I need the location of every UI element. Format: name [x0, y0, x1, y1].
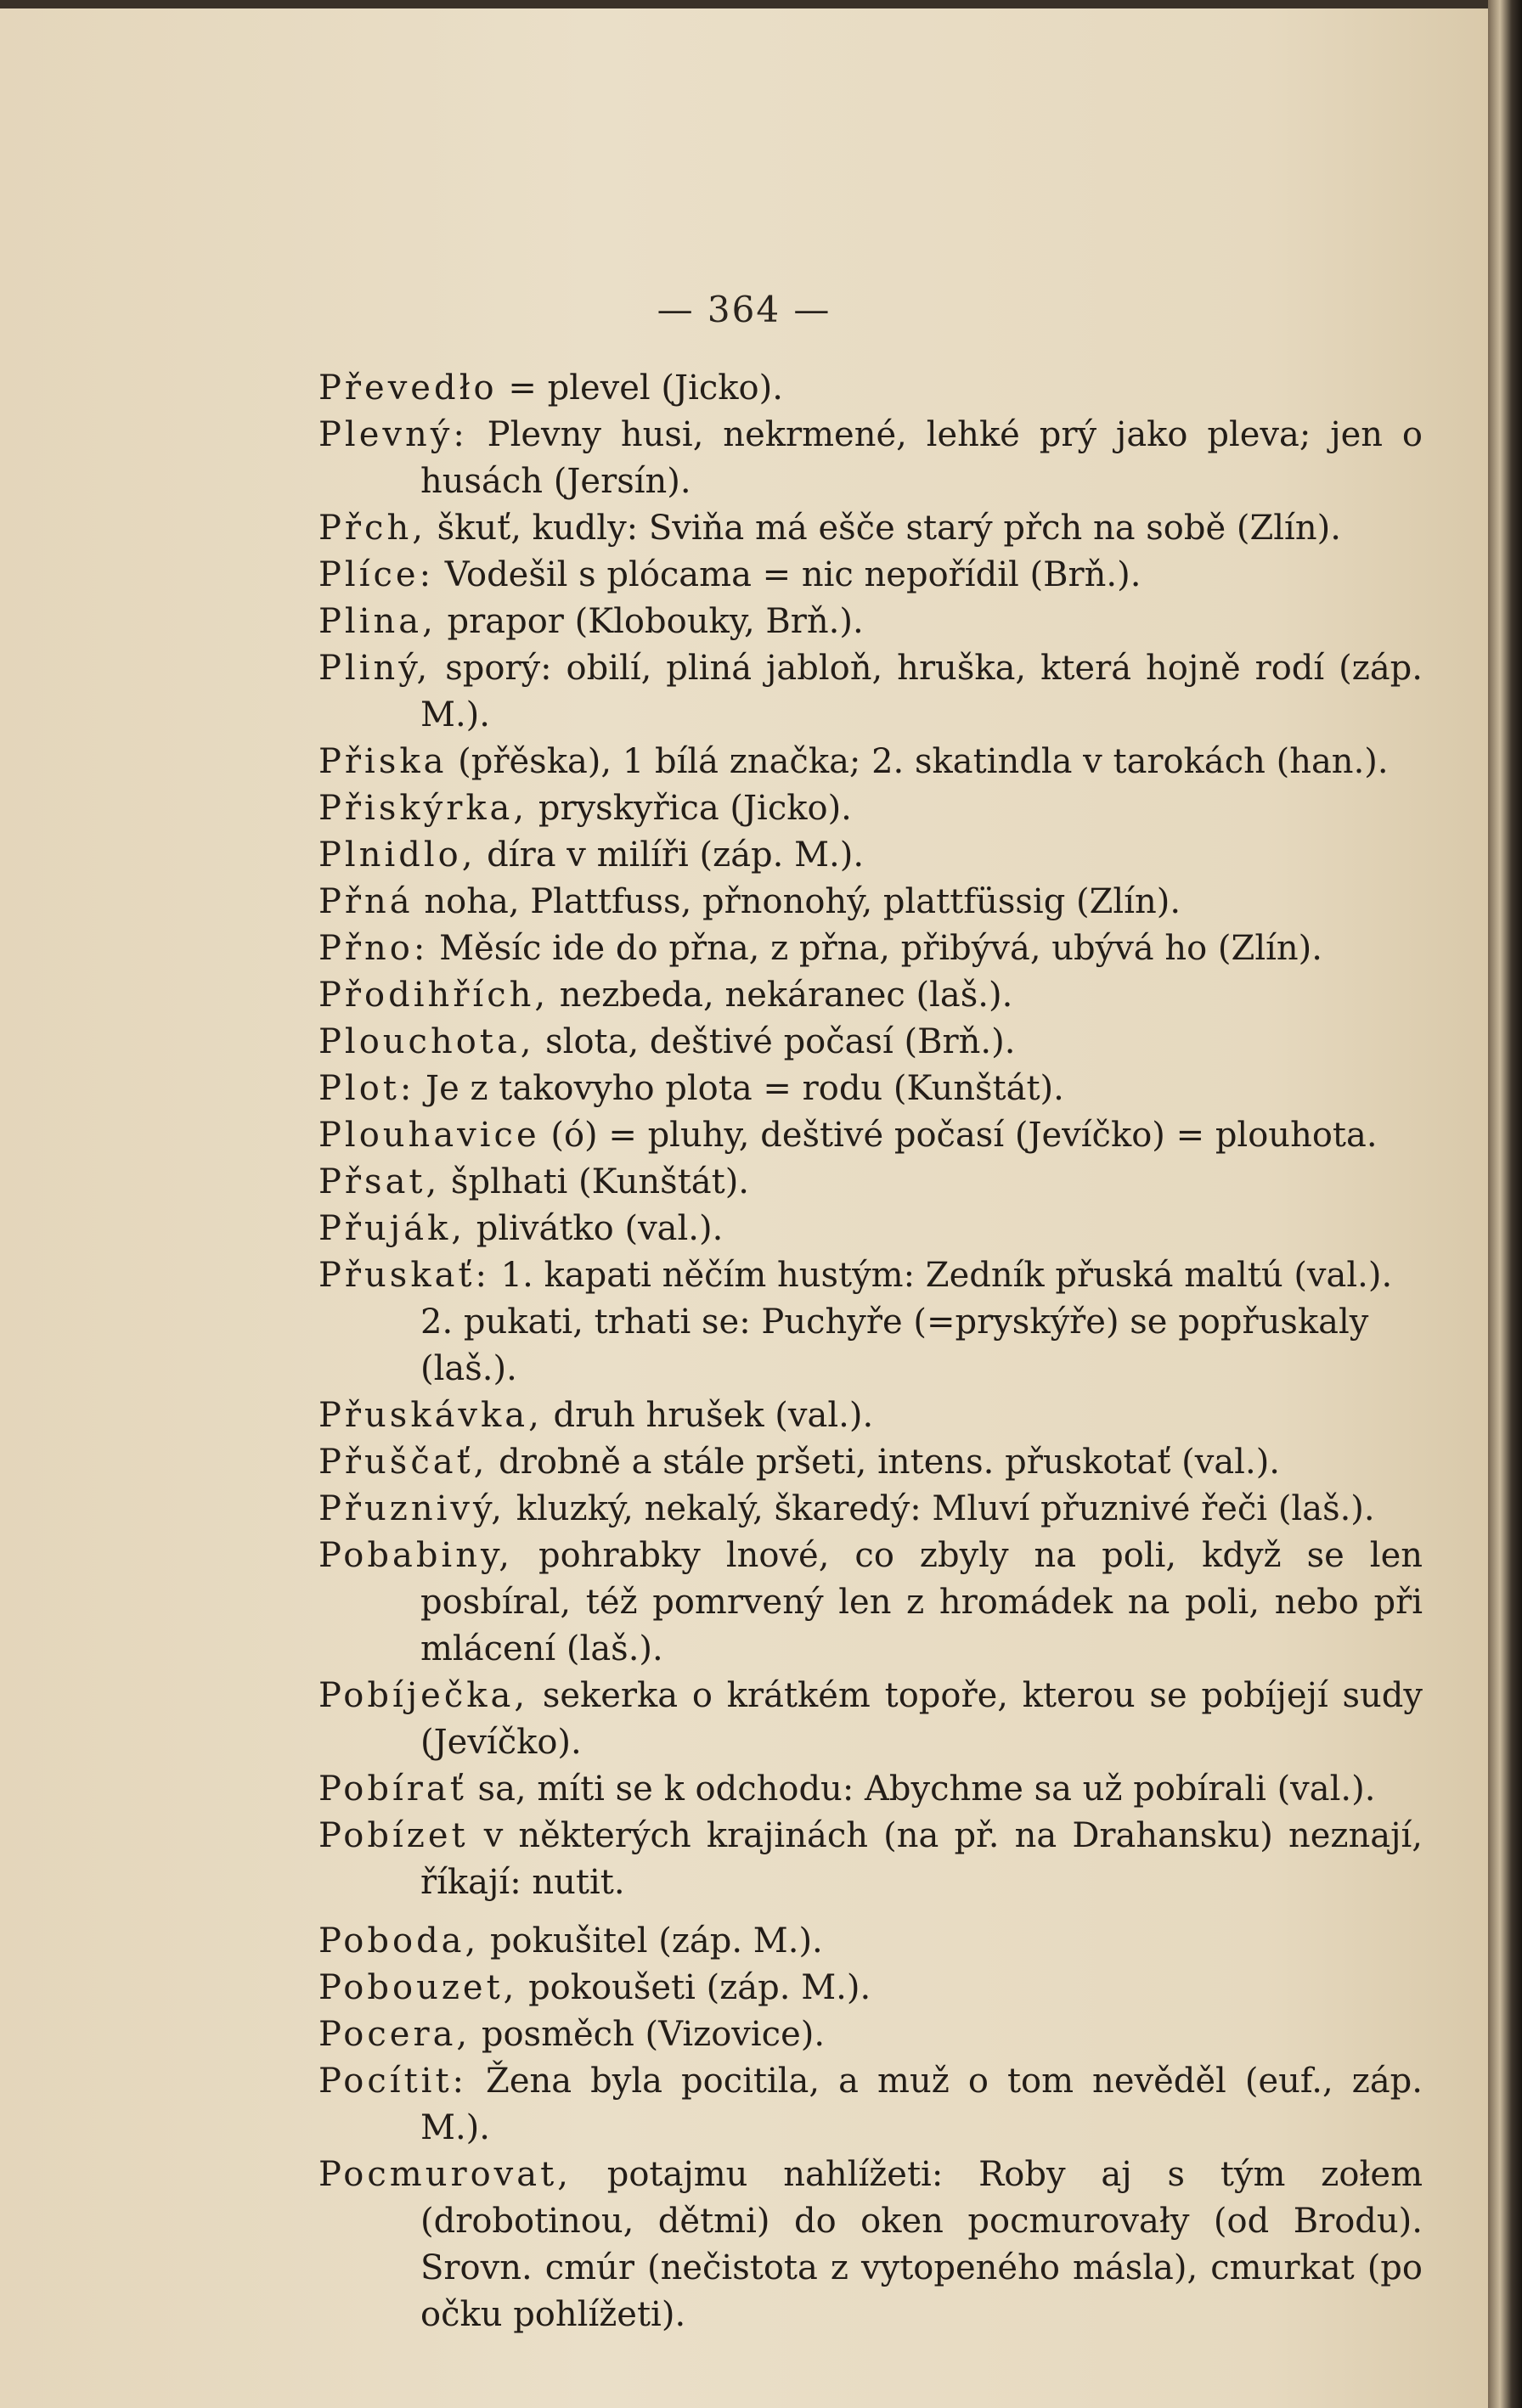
- definition: Je z takovyho plota = rodu (Kunštát).: [414, 1069, 1064, 1108]
- definition: drobně a stále pršeti, intens. přuskotať (val.).: [488, 1443, 1281, 1482]
- entry: [318, 1392, 1423, 1439]
- definition: škuť, kudly: Sviňa má ešče starý přch na sobě (Zlín).: [426, 509, 1341, 548]
- definition: Žena byla pocitila, a muž o tom nevěděl (euf., záp. M.).: [420, 2062, 1423, 2147]
- headword: Přiska: [318, 742, 448, 781]
- headword: Plouchota,: [318, 1022, 535, 1061]
- headword: Přsat,: [318, 1162, 441, 1201]
- headword: Přná: [318, 882, 414, 921]
- definition: v některých krajinách (na př. na Drahansku) neznají, říkají: nutit.: [420, 1816, 1423, 1902]
- definition: prapor (Klobouky, Brň.).: [436, 602, 864, 641]
- headword: Přuskávka,: [318, 1396, 543, 1435]
- entry: [318, 1112, 1423, 1159]
- definition: Plevny husi, nekrmené, lehké prý jako pleva; jen o husách (Jersín).: [420, 415, 1423, 501]
- headword: Přuznivý,: [318, 1489, 506, 1528]
- headword: Plot:: [318, 1069, 415, 1108]
- entry: [318, 2058, 1423, 2152]
- headword: Pliný,: [318, 649, 431, 688]
- book-page: [0, 8, 1488, 2408]
- entry: [318, 879, 1423, 926]
- dictionary-entries: [318, 365, 1423, 2338]
- entry: [318, 1918, 1423, 1965]
- entry: [318, 832, 1423, 879]
- entry: [318, 739, 1423, 785]
- entry: [318, 1533, 1423, 1673]
- definition: kluzký, nekalý, škaredý: Mluví přuznivé řeči (laš.).: [505, 1489, 1375, 1528]
- definition: = plevel (Jicko).: [497, 369, 783, 408]
- entry: [318, 1965, 1423, 2011]
- headword: Přodihřích,: [318, 976, 550, 1015]
- definition: potajmu nahlížeti: Roby aj s tým zołem (drobotinou, dětmi) do oken pocmurovały (od Brodu). Srovn. cmúr (nečistota z vytopeného másla), cmurkat (po očku pohlížeti).: [420, 2155, 1423, 2334]
- entry: [318, 552, 1423, 599]
- definition: posměch (Vizovice).: [471, 2015, 826, 2054]
- entry: [318, 926, 1423, 972]
- headword: Plevný:: [318, 415, 468, 454]
- definition: sekerka o krátkém topoře, kterou se pobíjejí sudy (Jevíčko).: [420, 1676, 1423, 1762]
- headword: Plnidlo,: [318, 835, 476, 875]
- definition: Měsíc ide do přna, z přna, přibývá, ubývá ho (Zlín).: [428, 929, 1322, 968]
- headword: Pocítit:: [318, 2062, 467, 2101]
- headword: Poboda,: [318, 1921, 480, 1961]
- definition: (přěska), 1 bílá značka; 2. skatindla v tarokách (han.).: [447, 742, 1389, 781]
- page-number: — 364 —: [657, 289, 831, 330]
- entry: [318, 785, 1423, 832]
- headword: Přno:: [318, 929, 429, 968]
- entry: [318, 1252, 1423, 1299]
- headword: Přuščať,: [318, 1443, 488, 1482]
- headword: Převedło: [318, 369, 498, 408]
- definition: (ó) = pluhy, deštivé počasí (Jevíčko) = plouhota.: [539, 1116, 1378, 1155]
- headword: Pocera,: [318, 2015, 471, 2054]
- definition: Vodešil s plócama = nic nepořídil (Brň.).: [434, 555, 1142, 594]
- definition: noha, Plattfuss, přnonohý, plattfüssig (Zlín).: [413, 882, 1181, 921]
- headword: Pobíječka,: [318, 1676, 529, 1715]
- definition: sa, míti se k odchodu: Abychme sa už pobírali (val.).: [466, 1769, 1376, 1809]
- entry: [318, 1766, 1423, 1813]
- headword: Pobabiny,: [318, 1536, 513, 1575]
- entry: [318, 2011, 1423, 2058]
- definition: díra v milíři (záp. M.).: [476, 835, 865, 875]
- entry: [318, 972, 1423, 1019]
- headword: Přuják,: [318, 1209, 465, 1248]
- entry: [318, 645, 1423, 739]
- entry: [318, 505, 1423, 552]
- definition: sporý: obilí, pliná jabloň, hruška, která hojně rodí (záp. M.).: [420, 649, 1423, 734]
- entry: [318, 2152, 1423, 2338]
- entry: [318, 365, 1423, 412]
- definition: pokušitel (záp. M.).: [479, 1921, 823, 1961]
- headword: Pocmurovat,: [318, 2155, 572, 2194]
- headword: Přuskať:: [318, 1256, 490, 1295]
- definition: pryskyřica (Jicko).: [527, 789, 852, 828]
- entry: [318, 1019, 1423, 1066]
- headword: Plina,: [318, 602, 437, 641]
- entry: [318, 412, 1423, 505]
- entry: [318, 1159, 1423, 1206]
- definition: pohrabky lnové, co zbyly na poli, když se len posbíral, též pomrvený len z hromádek na poli, nebo při mlácení (laš.).: [420, 1536, 1423, 1668]
- definition: pokoušeti (záp. M.).: [517, 1968, 871, 2007]
- headword: Pobírať: [318, 1769, 467, 1809]
- headword: Plíce:: [318, 555, 435, 594]
- entry-continuation: 2. pukati, trhati se: Puchyře (=pryskýře) se popřuskaly (laš.).: [420, 1302, 1369, 1388]
- scan-right-edge: [1488, 0, 1522, 2408]
- entry: [318, 1486, 1423, 1533]
- headword: Přch,: [318, 509, 426, 548]
- definition: slota, deštivé počasí (Brň.).: [534, 1022, 1016, 1061]
- entry: [318, 1206, 1423, 1252]
- definition: nezbeda, nekáranec (laš.).: [549, 976, 1013, 1015]
- entry: [318, 599, 1423, 645]
- entry: [318, 1673, 1423, 1766]
- entry: [318, 1813, 1423, 1906]
- definition: šplhati (Kunštát).: [440, 1162, 750, 1201]
- entry: [318, 1439, 1423, 1486]
- entry: [318, 1066, 1423, 1112]
- headword: Pobouzet,: [318, 1968, 518, 2007]
- definition: 1. kapati něčím hustým: Zedník přuská maltú (val.).: [489, 1256, 1393, 1295]
- headword: Plouhavice: [318, 1116, 540, 1155]
- definition: druh hrušek (val.).: [542, 1396, 874, 1435]
- headword: Pobízet: [318, 1816, 469, 1855]
- definition: plivátko (val.).: [465, 1209, 724, 1248]
- headword: Přiskýrka,: [318, 789, 528, 828]
